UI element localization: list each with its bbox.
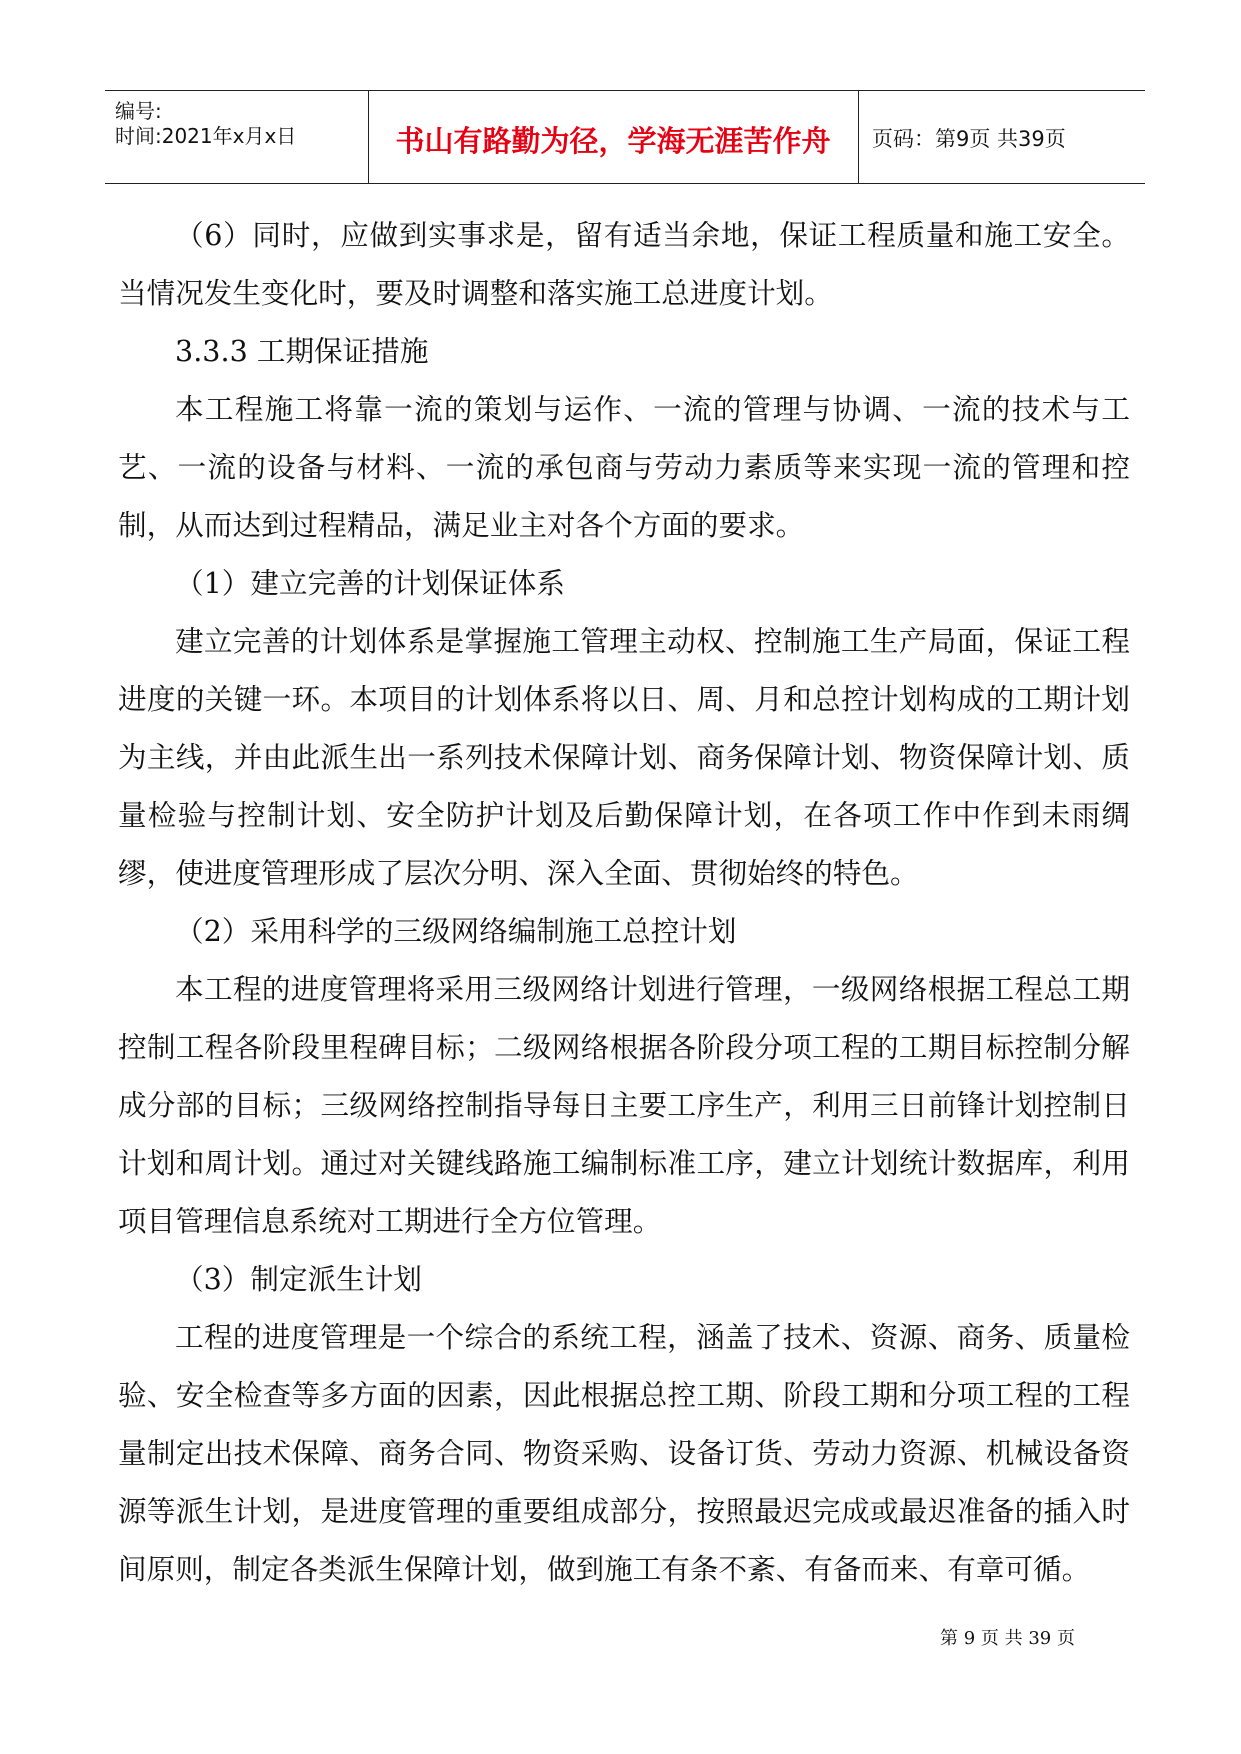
header-page-cell	[858, 91, 1145, 183]
section-heading-3-3-3: 3.3.3 工期保证措施	[175, 334, 429, 368]
doc-number-label: 编号:	[115, 99, 162, 123]
page-footer: 第 9 页 共 39 页	[940, 1628, 1075, 1649]
paragraph-item-6: （6）同时，应做到实事求是，留有适当余地，保证工程质量和施工安全。当情况发生变化时，要及时调整和落实施工总进度计划。	[118, 218, 1130, 310]
document-body	[118, 206, 1130, 1598]
header-motto: 书山有路勤为径，学海无涯苦作舟	[395, 124, 831, 158]
subheading-1: （1）建立完善的计划保证体系	[175, 566, 565, 600]
subheading-2: （2）采用科学的三级网络编制施工总控计划	[175, 914, 737, 948]
header-page-info: 页码：第9页 共39页	[872, 127, 1066, 151]
doc-time-label: 时间:2021年x月x日	[115, 124, 297, 148]
document-header	[105, 90, 1145, 184]
paragraph-network-plan: 本工程的进度管理将采用三级网络计划进行管理，一级网络根据工程总工期控制工程各阶段里程碑目标；二级网络根据各阶段分项工程的工期目标控制分解成分部的目标；三级网络控制指导每日主要工序生产，利用三日前锋计划控制日计划和周计划。通过对关键线路施工编制标准工序，建立计划统计数据库，利用项目管理信息系统对工期进行全方位管理。	[118, 972, 1130, 1238]
header-motto-cell	[368, 91, 859, 183]
subheading-3: （3）制定派生计划	[175, 1262, 422, 1296]
paragraph-intro: 本工程施工将靠一流的策划与运作、一流的管理与协调、一流的技术与工艺、一流的设备与材料、一流的承包商与劳动力素质等来实现一流的管理和控制，从而达到过程精品，满足业主对各个方面的要求。	[118, 392, 1130, 542]
header-meta-cell	[105, 91, 369, 183]
paragraph-derived-plan: 工程的进度管理是一个综合的系统工程，涵盖了技术、资源、商务、质量检验、安全检查等多方面的因素，因此根据总控工期、阶段工期和分项工程的工程量制定出技术保障、商务合同、物资采购、设备订货、劳动力资源、机械设备资源等派生计划，是进度管理的重要组成部分，按照最迟完成或最迟准备的插入时间原则，制定各类派生保障计划，做到施工有条不紊、有备而来、有章可循。	[118, 1320, 1130, 1586]
paragraph-plan-system: 建立完善的计划体系是掌握施工管理主动权、控制施工生产局面，保证工程进度的关键一环。本项目的计划体系将以日、周、月和总控计划构成的工期计划为主线，并由此派生出一系列技术保障计划、商务保障计划、物资保障计划、质量检验与控制计划、安全防护计划及后勤保障计划，在各项工作中作到未雨绸缪，使进度管理形成了层次分明、深入全面、贯彻始终的特色。	[118, 624, 1130, 890]
